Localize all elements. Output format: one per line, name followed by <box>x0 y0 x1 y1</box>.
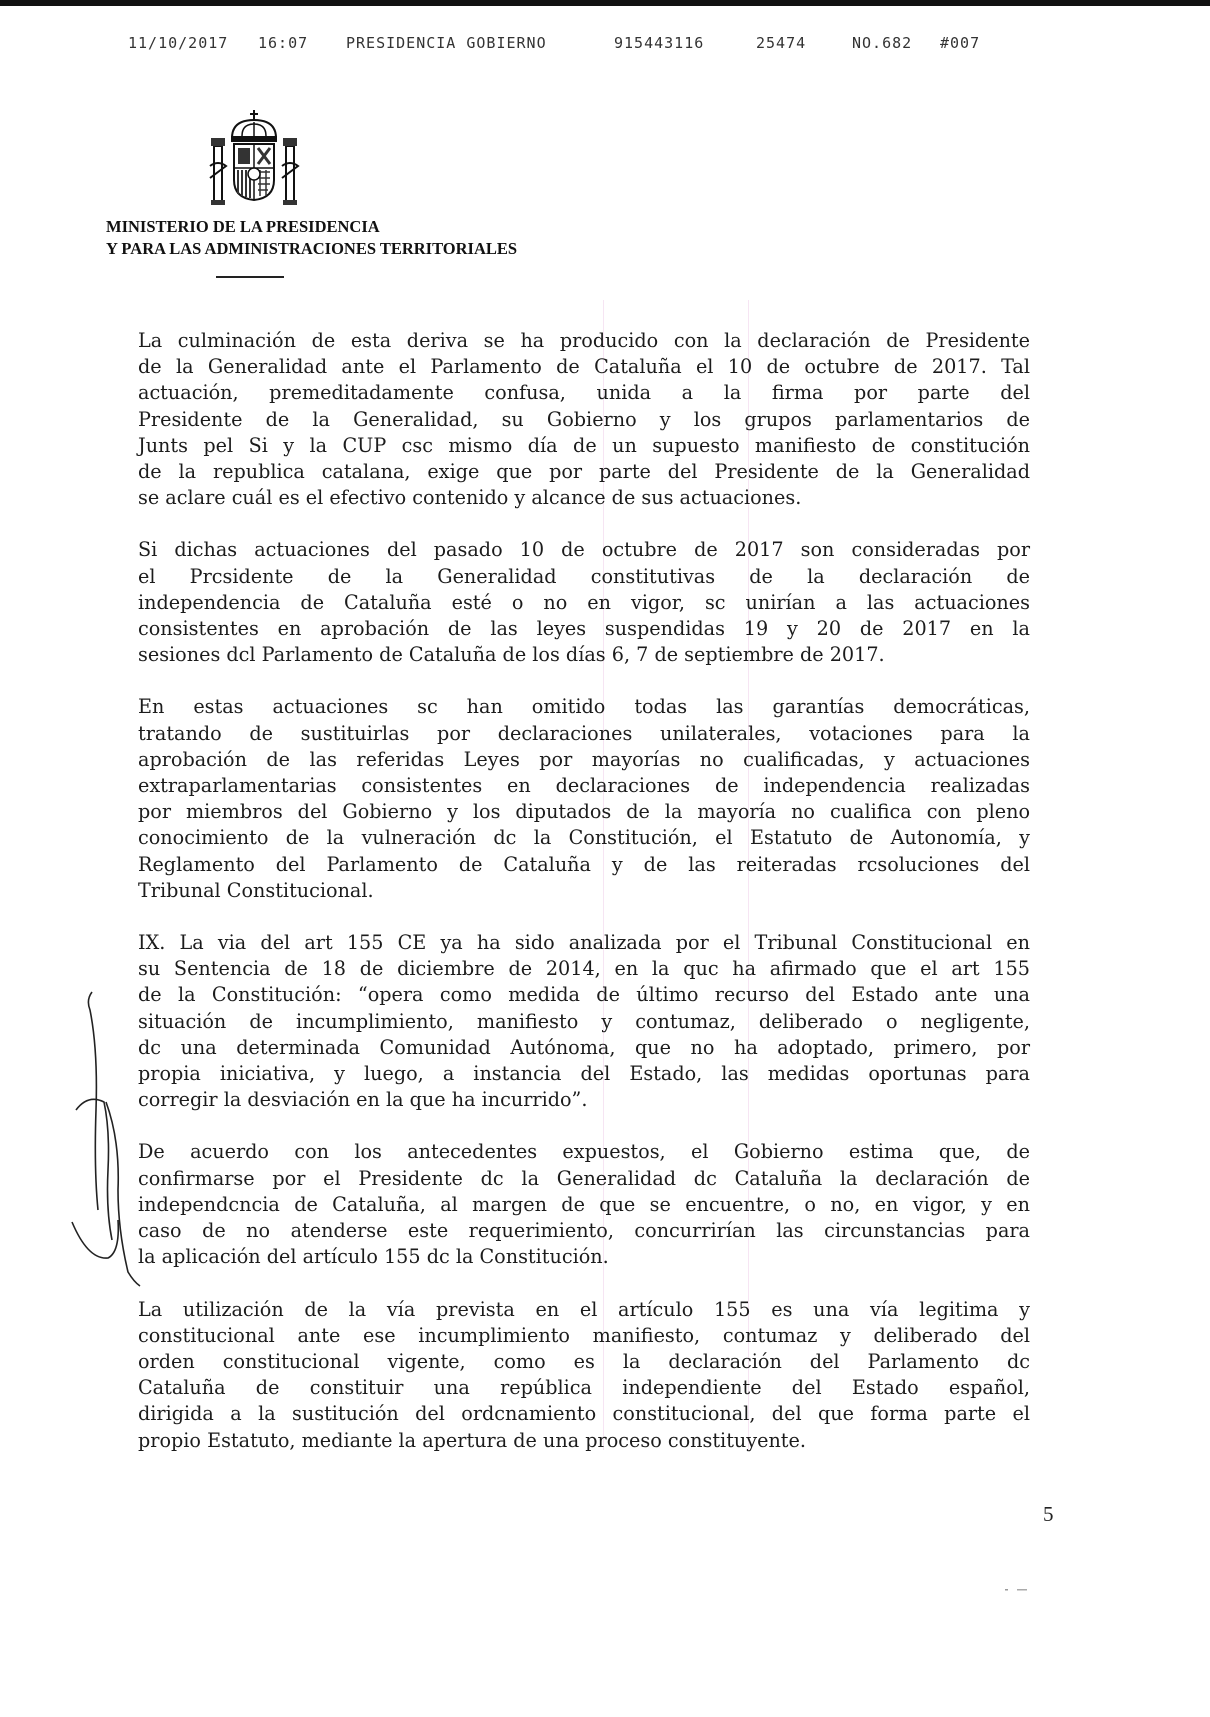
handwritten-margin-mark <box>68 990 148 1290</box>
paragraph-line: de la Constitución: “opera como medida de último recurso del Estado ante una <box>138 983 1030 1007</box>
paragraph-line: dc una determinada Comunidad Autónoma, que no ha adoptado, primero, por <box>138 1035 1030 1059</box>
paragraph-line: independencia de Cataluña esté o no en vigor, sc unirían a las actuaciones <box>138 590 1030 614</box>
paragraph-line: se aclare cuál es el efectivo contenido y alcance de sus actuaciones. <box>138 486 802 510</box>
paragraph-line: Junts pel Si y la CUP csc mismo día de un supuesto manifiesto de constitución <box>138 433 1030 457</box>
paragraph-line: Tribunal Constitucional. <box>138 878 374 902</box>
page-number: 5 <box>1043 1502 1054 1526</box>
ministry-line-1: MINISTERIO DE LA PRESIDENCIA <box>106 217 380 236</box>
paragraph-line: su Sentencia de 18 de diciembre de 2014, en la quc ha afirmado que el art 155 <box>138 957 1030 981</box>
fax-date: 11/10/2017 <box>128 34 229 52</box>
paragraph-line: propia iniciativa, y luego, a instancia del Estado, las medidas oportunas para <box>138 1062 1030 1086</box>
paragraph-line: constitucional ante ese incumplimiento manifiesto, contumaz y deliberado del <box>138 1323 1030 1347</box>
paragraph-line: De acuerdo con los antecedentes expuestos, el Gobierno estima que, de <box>138 1140 1030 1164</box>
paragraph-line: actuación, premeditadamente confusa, unida a la firma por parte del <box>138 381 1030 405</box>
paragraph-line: el Prcsidente de la Generalidad constitutivas de la declaración de <box>138 564 1030 588</box>
fax-page: #007 <box>940 34 981 52</box>
paragraph-line: Si dichas actuaciones del pasado 10 de octubre de 2017 son consideradas por <box>138 538 1030 562</box>
letterhead-divider <box>216 276 284 278</box>
scan-top-border <box>0 0 1210 6</box>
paragraph-line: independcncia de Cataluña, al margen de que se encuentre, o no, en vigor, y en <box>138 1192 1030 1216</box>
fax-code: 25474 <box>756 34 807 52</box>
coat-of-arms-icon <box>204 108 304 208</box>
paragraph-line: de la republica catalana, exige que por parte del Presidente de la Generalidad <box>138 460 1030 484</box>
paragraph-line: propio Estatuto, mediante la apertura de una proceso constituyente. <box>138 1428 806 1452</box>
paragraph-line: consistentes en aprobación de las leyes suspendidas 19 y 20 de 2017 en la <box>138 617 1030 641</box>
ministry-name <box>106 216 626 260</box>
paragraph-line: aprobación de las referidas Leyes por mayorías no cualificadas, y actuaciones <box>138 747 1030 771</box>
fax-phone: 915443116 <box>614 34 705 52</box>
paragraph-1 <box>138 328 1030 511</box>
paragraph-line: Cataluña de constituir una república independiente del Estado español, <box>138 1376 1030 1400</box>
paragraph-line: corregir la desviación en la que ha incurrido”. <box>138 1088 588 1112</box>
fax-header <box>128 34 1008 56</box>
paragraph-line: sesiones dcl Parlamento de Cataluña de los días 6, 7 de septiembre de 2017. <box>138 643 885 667</box>
paragraph-line: Presidente de la Generalidad, su Gobierno y los grupos parlamentarios de <box>138 407 1030 431</box>
ministry-line-2: Y PARA LAS ADMINISTRACIONES TERRITORIALES <box>106 239 518 258</box>
paragraph-line: confirmarse por el Presidente dc la Generalidad dc Cataluña la declaración de <box>138 1166 1030 1190</box>
paragraph-line: La utilización de la vía prevista en el artículo 155 es una vía legitima y <box>138 1297 1030 1321</box>
paragraph-line: situación de incumplimiento, manifiesto y contumaz, deliberado o negligente, <box>138 1009 1030 1033</box>
paragraph-line: caso de no atenderse este requerimiento, concurrirían las circunstancias para <box>138 1219 1030 1243</box>
paragraph-line: por miembros del Gobierno y los diputados de la mayoría no cualifica con pleno <box>138 800 1030 824</box>
paragraph-3 <box>138 694 1030 904</box>
paragraph-line: La culminación de esta deriva se ha producido con la declaración de Presidente <box>138 329 1030 352</box>
document-body <box>138 328 1030 1480</box>
paragraph-line: extraparlamentarias consistentes en declaraciones de independencia realizadas <box>138 774 1030 798</box>
fax-time: 16:07 <box>258 34 309 52</box>
scan-specks <box>1005 1588 1035 1591</box>
paragraph-line: En estas actuaciones sc han omitido todas las garantías democráticas, <box>138 695 1030 719</box>
paragraph-line: dirigida a la sustitución del ordcnamiento constitucional, del que forma parte el <box>138 1402 1030 1426</box>
fax-sender: PRESIDENCIA GOBIERNO <box>346 34 547 52</box>
paragraph-line: orden constitucional vigente, como es la declaración del Parlamento dc <box>138 1349 1030 1373</box>
paragraph-line: Reglamento del Parlamento de Cataluña y de las reiteradas rcsoluciones del <box>138 852 1030 876</box>
paragraph-2 <box>138 537 1030 668</box>
paragraph-line: la aplicación del artículo 155 dc la Constitución. <box>138 1245 609 1269</box>
paragraph-4 <box>138 930 1030 1113</box>
paragraph-line: conocimiento de la vulneración dc la Constitución, el Estatuto de Autonomía, y <box>138 826 1030 850</box>
paragraph-line: IX. La via del art 155 CE ya ha sido analizada por el Tribunal Constitucional en <box>138 931 1030 955</box>
fax-number: NO.682 <box>852 34 913 52</box>
paragraph-5 <box>138 1139 1030 1270</box>
paragraph-6 <box>138 1297 1030 1454</box>
paragraph-line: de la Generalidad ante el Parlamento de Cataluña el 10 de octubre de 2017. Tal <box>138 355 1030 379</box>
paragraph-line: tratando de sustituirlas por declaraciones unilaterales, votaciones para la <box>138 721 1030 745</box>
